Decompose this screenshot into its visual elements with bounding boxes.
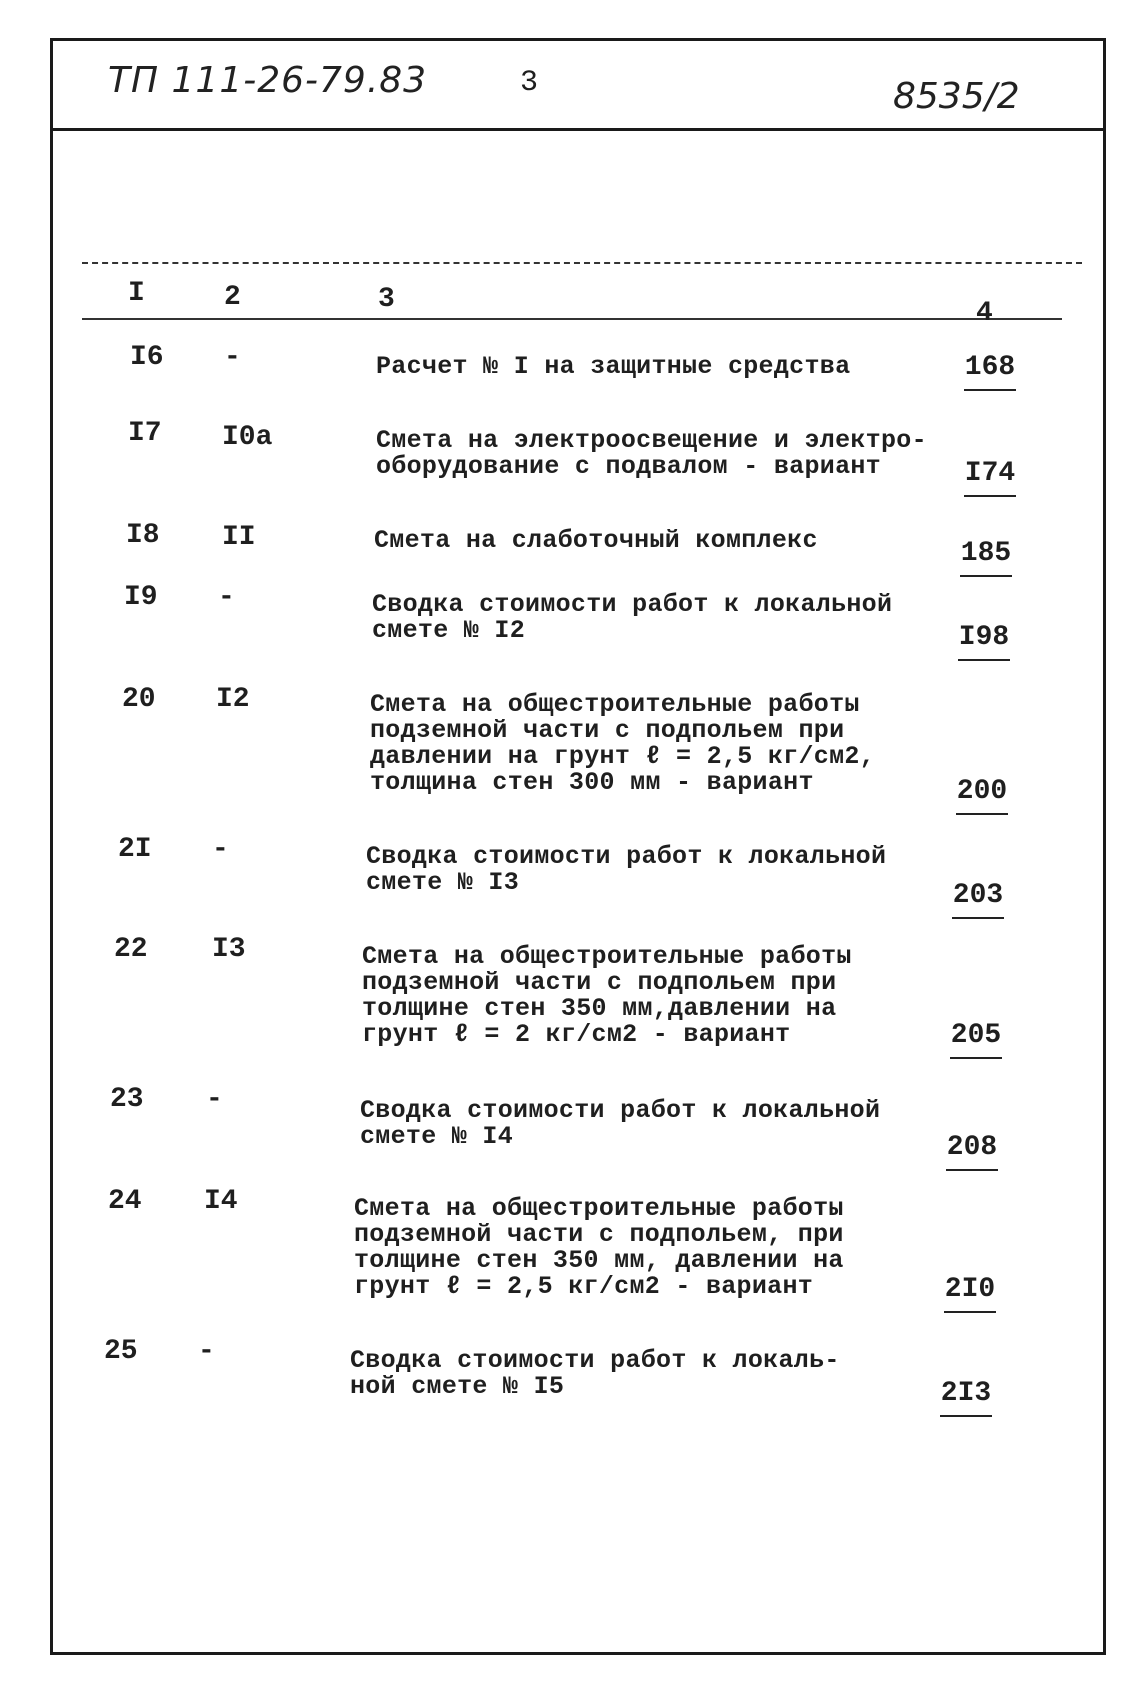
row-title: Смета на электроосвещение и электро- оборудование с подвалом - вариант <box>376 426 927 481</box>
row-reference: II <box>222 522 256 553</box>
row-title: Смета на слаботочный комплекс <box>374 526 818 555</box>
row-reference: I4 <box>204 1186 238 1217</box>
row-title: Сводка стоимости работ к локальной смете № I3 <box>366 842 887 897</box>
row-page: 208 <box>946 1132 998 1171</box>
row-number: 24 <box>108 1186 142 1217</box>
row-reference: I3 <box>212 934 246 965</box>
row-number: I8 <box>126 520 160 551</box>
row-page: 2I0 <box>944 1274 996 1313</box>
row-page: 185 <box>960 538 1012 577</box>
row-page: 200 <box>956 776 1008 815</box>
row-title: Сводка стоимости работ к локаль- ной смете № I5 <box>350 1346 840 1401</box>
header-divider <box>50 128 1106 131</box>
row-page: I74 <box>964 458 1016 497</box>
column-header-1: I <box>128 278 145 309</box>
row-reference: I2 <box>216 684 250 715</box>
table-header-rule <box>82 318 1062 320</box>
row-number: I6 <box>130 342 164 373</box>
row-reference: - <box>212 834 229 865</box>
row-number: 2I <box>118 834 152 865</box>
row-number: I7 <box>128 418 162 449</box>
column-header-2: 2 <box>224 282 241 313</box>
row-page: 2I3 <box>940 1378 992 1417</box>
row-reference: - <box>218 582 235 613</box>
row-page: 168 <box>964 352 1016 391</box>
row-number: I9 <box>124 582 158 613</box>
column-header-4: 4 <box>976 298 993 329</box>
row-reference: - <box>198 1336 215 1367</box>
row-title: Смета на общестроительные работы подземной части с подпольем, при толщине стен 350 мм, давлении на грунт ℓ = 2,5 кг/см2 - вариант <box>354 1194 844 1301</box>
row-page: I98 <box>958 622 1010 661</box>
row-number: 22 <box>114 934 148 965</box>
row-title: Сводка стоимости работ к локальной смете № I2 <box>372 590 893 645</box>
table-top-rule <box>82 262 1082 264</box>
row-reference: - <box>206 1084 223 1115</box>
row-page: 205 <box>950 1020 1002 1059</box>
row-number: 20 <box>122 684 156 715</box>
row-title: Расчет № I на защитные средства <box>376 352 851 381</box>
page-number: 3 <box>520 66 539 100</box>
row-number: 25 <box>104 1336 138 1367</box>
row-title: Сводка стоимости работ к локальной смете № I4 <box>360 1096 881 1151</box>
row-reference: - <box>224 342 241 373</box>
sheet-number: 8535/2 <box>893 76 1020 117</box>
row-reference: I0а <box>222 422 273 453</box>
document-code: ТП 111-26-79.83 <box>108 60 428 101</box>
row-number: 23 <box>110 1084 144 1115</box>
column-header-3: 3 <box>378 284 395 315</box>
row-title: Смета на общестроительные работы подземной части с подпольем при толщине стен 350 мм,давлении на грунт ℓ = 2 кг/см2 - вариант <box>362 942 852 1049</box>
row-title: Смета на общестроительные работы подземной части с подпольем при давлении на грунт ℓ = 2,5 кг/см2, толщина стен 300 мм - вариант <box>370 690 875 797</box>
row-page: 203 <box>952 880 1004 919</box>
